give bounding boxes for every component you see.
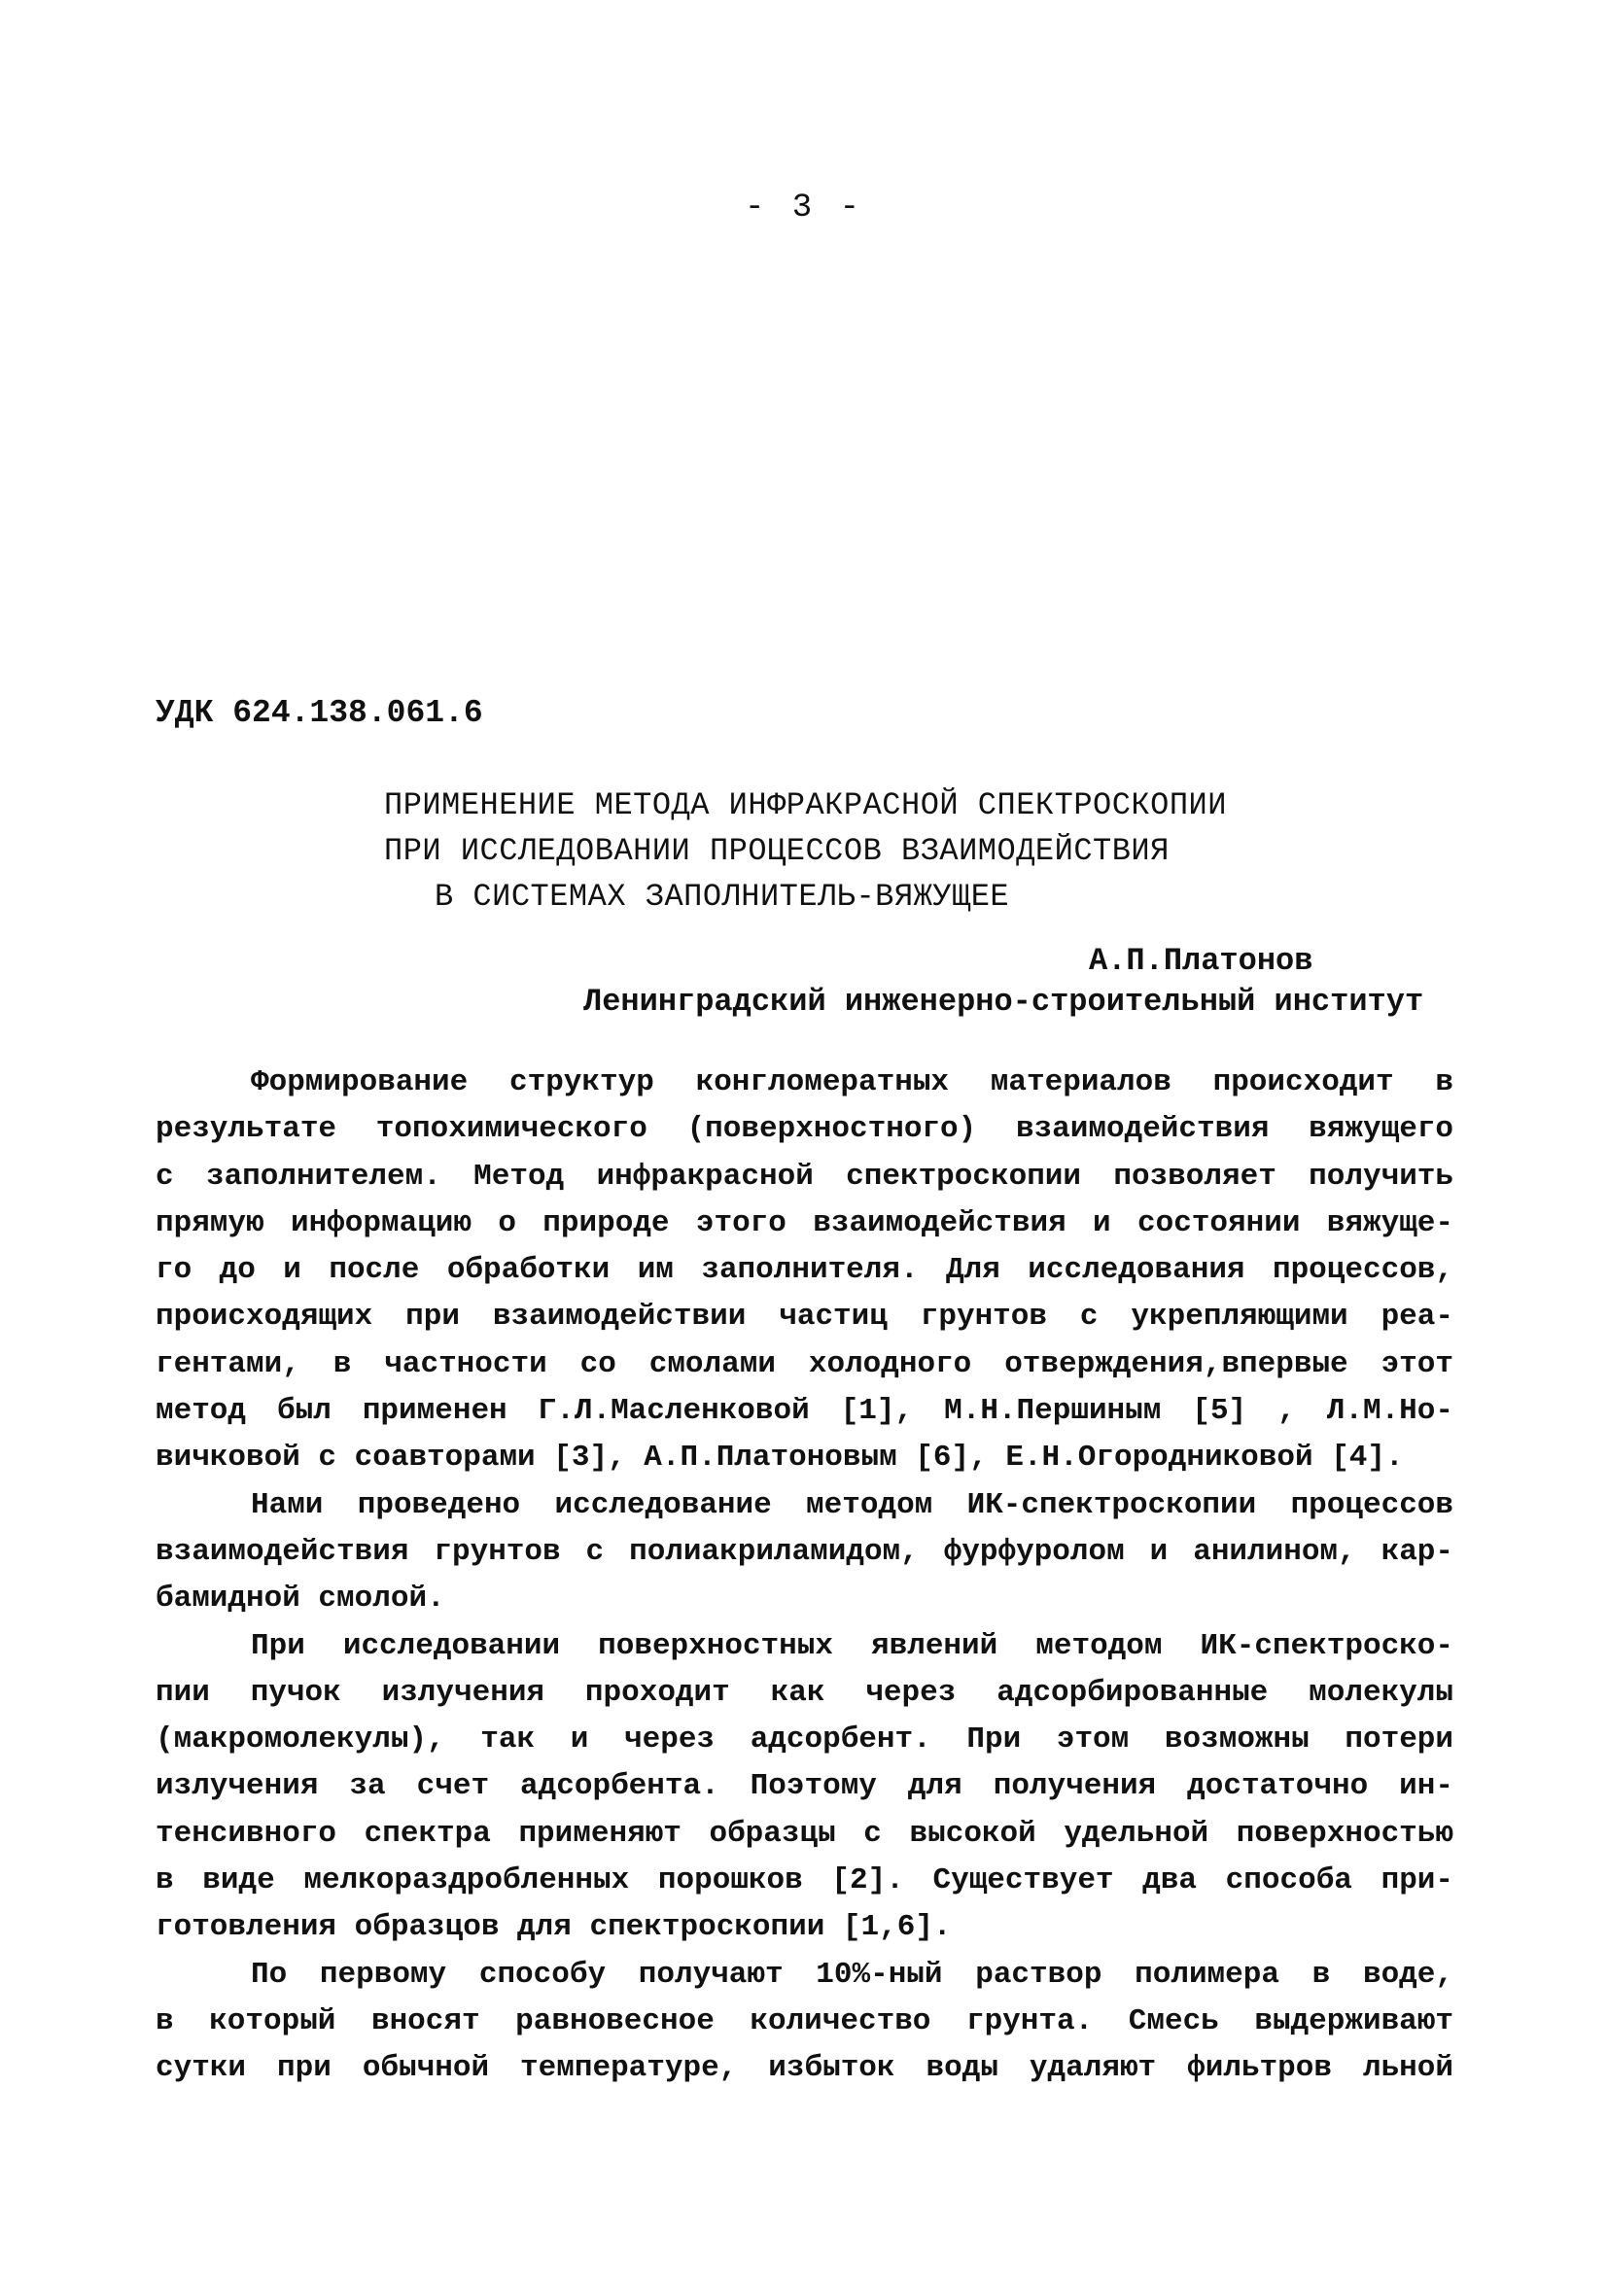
page-number: - 3 -: [744, 190, 864, 226]
paragraph: [156, 1952, 1453, 2093]
text-line: Нами проведено исследование методом ИК-спектроскопии процессов: [251, 1487, 1453, 1522]
text-line: При исследовании поверхностных явлений методом ИК-спектроско-: [251, 1628, 1453, 1663]
text-line: результате топохимического (поверхностного) взаимодействия вяжущего: [156, 1112, 1453, 1147]
article-title: [384, 783, 1259, 920]
paragraph: [156, 1482, 1453, 1623]
body-text: [156, 1060, 1453, 2093]
institute: Ленинградский инженерно-строительный институт: [583, 984, 1424, 1020]
text-line: происходящих при взаимодействии частиц грунтов с укрепляющими реа-: [156, 1300, 1453, 1335]
text-line: в который вносят равновесное количество грунта. Смесь выдерживают: [156, 2003, 1453, 2038]
text-line: гентами, в частности со смолами холодного отверждения,впервые этот: [156, 1346, 1453, 1381]
text-line: вичковой с соавторами [3], А.П.Платоновым [6], Е.Н.Огородниковой [4].: [156, 1441, 1404, 1476]
text-line: тенсивного спектра применяют образцы с высокой удельной поверхностью: [156, 1816, 1453, 1851]
text-line: в виде мелкораздробленных порошков [2]. Существует два способа при-: [156, 1863, 1453, 1898]
text-line: излучения за счет адсорбента. Поэтому для получения достаточно ин-: [156, 1769, 1453, 1804]
text-line: бамидной смолой.: [156, 1582, 445, 1617]
title-line: ПРИ ИССЛЕДОВАНИИ ПРОЦЕССОВ ВЗАИМОДЕЙСТВИЯ: [384, 833, 1170, 869]
text-line: сутки при обычной температуре, избыток воды удаляют фильтров льной: [156, 2051, 1453, 2086]
title-line: В СИСТЕМАХ ЗАПОЛНИТЕЛЬ-ВЯЖУЩЕЕ: [435, 879, 1010, 915]
text-line: По первому способу получают 10%-ный раствор полимера в воде,: [251, 1957, 1453, 1992]
title-line: ПРИМЕНЕНИЕ МЕТОДА ИНФРАКРАСНОЙ СПЕКТРОСКОПИИ: [384, 787, 1227, 823]
text-line: (макромолекулы), так и через адсорбент. При этом возможны потери: [156, 1722, 1453, 1757]
text-line: с заполнителем. Метод инфракрасной спектроскопии позволяет получить: [156, 1159, 1453, 1194]
text-line: прямую информацию о природе этого взаимодействия и состоянии вяжуще-: [156, 1205, 1453, 1240]
text-line: пии пучок излучения проходит как через адсорбированные молекулы: [156, 1675, 1453, 1710]
paragraph: [156, 1623, 1453, 1952]
text-line: Формирование структур конгломератных материалов происходит в: [251, 1065, 1453, 1099]
text-line: метод был применен Г.Л.Масленковой [1], М.Н.Першиным [5] , Л.М.Но-: [156, 1394, 1453, 1429]
text-line: готовления образцов для спектроскопии [1,6].: [156, 1910, 952, 1945]
text-line: го до и после обработки им заполнителя. Для исследования процессов,: [156, 1253, 1453, 1288]
text-line: взаимодействия грунтов с полиакриламидом, фурфуролом и анилином, кар-: [156, 1534, 1453, 1569]
udk-code: УДК 624.138.061.6: [156, 695, 483, 731]
author: А.П.Платонов: [1089, 943, 1313, 979]
paragraph: [156, 1060, 1453, 1482]
